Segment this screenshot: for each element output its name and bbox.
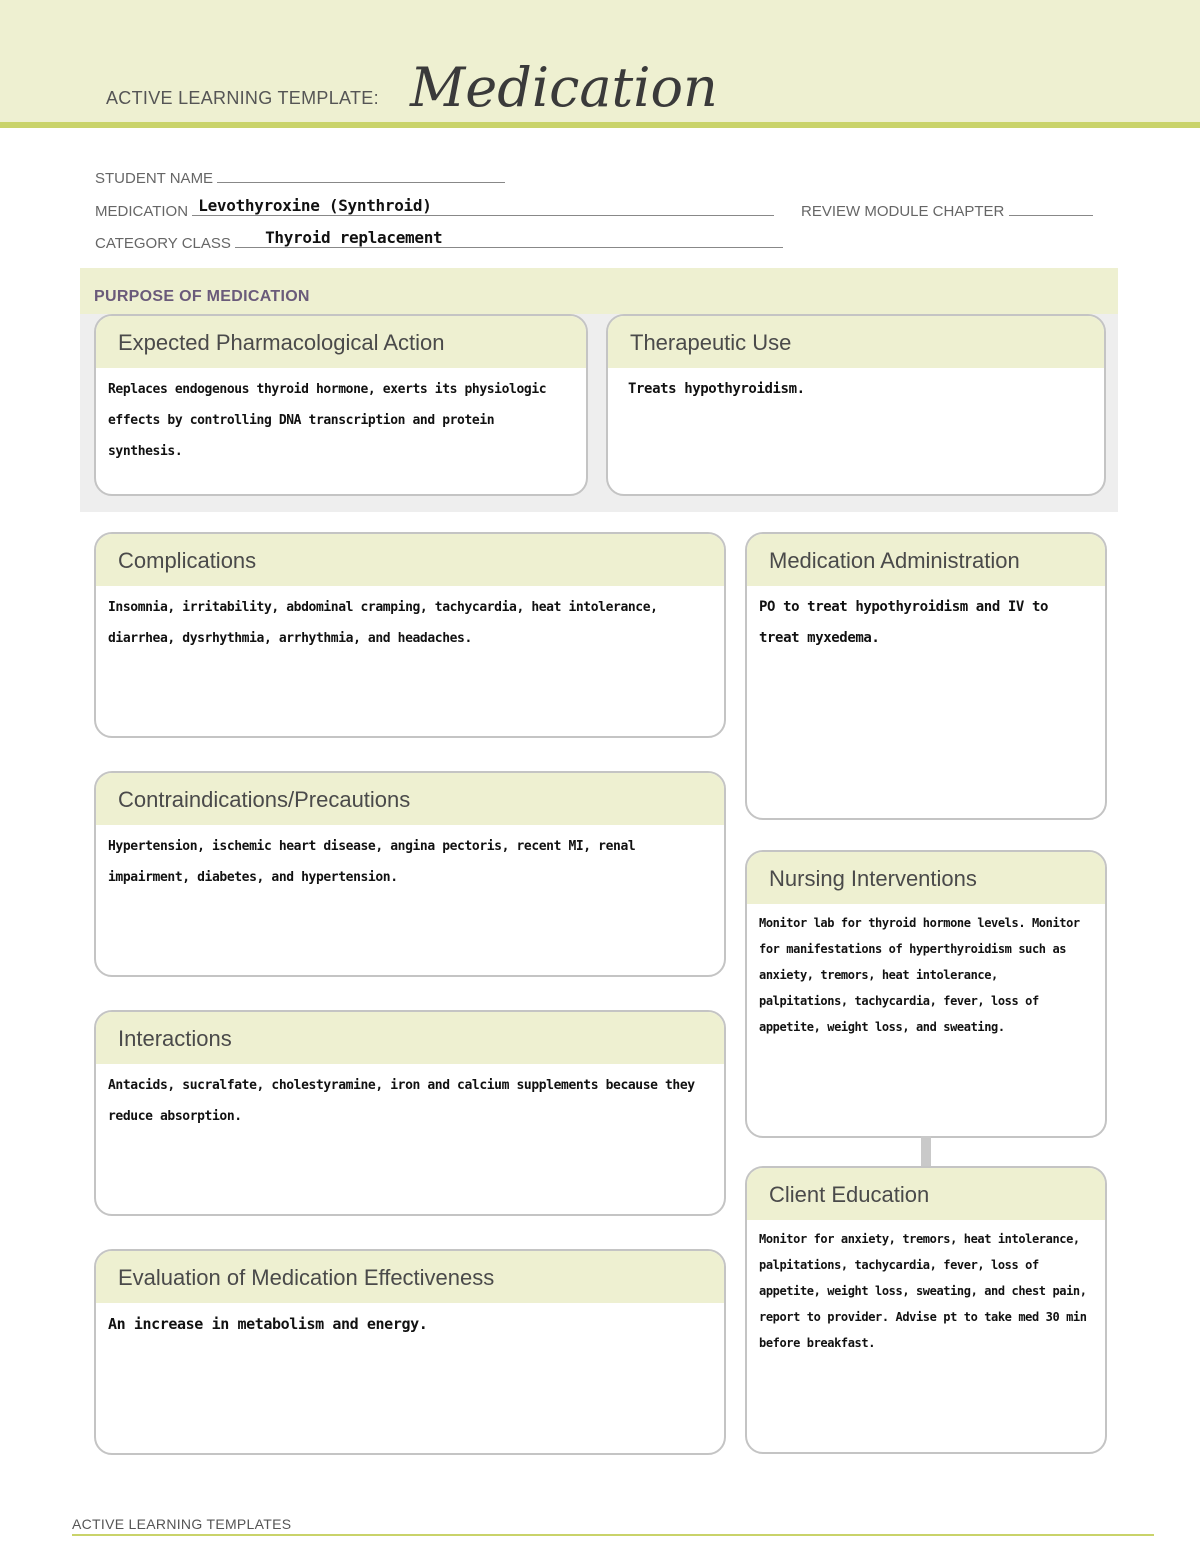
contraindications-box <box>94 771 726 977</box>
category-class-label: CATEGORY CLASS <box>95 235 231 252</box>
evaluation-title: Evaluation of Medication Effectiveness <box>96 1251 724 1303</box>
evaluation-box <box>94 1249 726 1455</box>
expected-action-box <box>94 314 588 496</box>
review-module-label: REVIEW MODULE CHAPTER <box>801 203 1005 220</box>
medication-label: MEDICATION <box>95 203 189 220</box>
column-connector <box>921 1136 931 1168</box>
student-name-label: STUDENT NAME <box>95 170 214 187</box>
complications-box <box>94 532 726 738</box>
medication-administration-title: Medication Administration <box>747 534 1105 586</box>
contraindications-title: Contraindications/Precautions <box>96 773 724 825</box>
therapeutic-use-box <box>606 314 1106 496</box>
footer-label: ACTIVE LEARNING TEMPLATES <box>72 1516 292 1532</box>
category-class-field[interactable] <box>95 228 783 252</box>
therapeutic-use-text[interactable]: Treats hypothyroidism. <box>628 381 805 397</box>
interactions-text[interactable]: Antacids, sucralfate, cholestyramine, iron and calcium supplements because they reduce absorption. <box>108 1078 695 1124</box>
student-name-line[interactable] <box>217 166 505 183</box>
category-class-value: Thyroid replacement <box>265 228 443 247</box>
client-education-title: Client Education <box>747 1168 1105 1220</box>
nursing-interventions-box <box>745 850 1107 1138</box>
complications-text[interactable]: Insomnia, irritability, abdominal cramping, tachycardia, heat intolerance, diarrhea, dysrhythmia, arrhythmia, and headaches. <box>108 600 658 646</box>
nursing-interventions-text[interactable]: Monitor lab for thyroid hormone levels. Monitor for manifestations of hyperthyroidism such as anxiety, tremors, heat intolerance, palpitations, tachycardia, fever, loss of appetite, weight loss, and sweating. <box>759 916 1080 1034</box>
expected-action-text[interactable]: Replaces endogenous thyroid hormone, exerts its physiologic effects by controlling DNA transcription and protein synthesis. <box>108 382 547 459</box>
medication-value: Levothyroxine (Synthroid) <box>198 196 432 215</box>
review-module-field[interactable] <box>801 199 1093 220</box>
interactions-title: Interactions <box>96 1012 724 1064</box>
purpose-label: PURPOSE OF MEDICATION <box>94 288 310 305</box>
medication-administration-box <box>745 532 1107 820</box>
contraindications-text[interactable]: Hypertension, ischemic heart disease, angina pectoris, recent MI, renal impairment, diabetes, and hypertension. <box>108 839 636 885</box>
review-module-line[interactable] <box>1009 199 1093 216</box>
medication-line[interactable] <box>192 196 774 216</box>
template-label: ACTIVE LEARNING TEMPLATE: <box>106 88 379 108</box>
client-education-box <box>745 1166 1107 1454</box>
evaluation-text[interactable]: An increase in metabolism and energy. <box>108 1315 428 1333</box>
therapeutic-use-title: Therapeutic Use <box>608 316 1104 368</box>
medication-field[interactable] <box>95 196 774 220</box>
interactions-box <box>94 1010 726 1216</box>
medication-administration-text[interactable]: PO to treat hypothyroidism and IV to treat myxedema. <box>759 599 1049 646</box>
student-name-field[interactable] <box>95 166 505 187</box>
expected-action-title: Expected Pharmacological Action <box>96 316 586 368</box>
nursing-interventions-title: Nursing Interventions <box>747 852 1105 904</box>
complications-title: Complications <box>96 534 724 586</box>
category-class-line[interactable] <box>235 228 783 248</box>
template-title: Medication <box>410 56 718 119</box>
client-education-text[interactable]: Monitor for anxiety, tremors, heat intolerance, palpitations, tachycardia, fever, loss of appetite, weight loss, sweating, and chest pain, report to provider. Advise pt to take med 30 min before breakfast. <box>759 1232 1087 1350</box>
footer-divider <box>72 1534 1154 1536</box>
header-divider <box>0 122 1200 128</box>
